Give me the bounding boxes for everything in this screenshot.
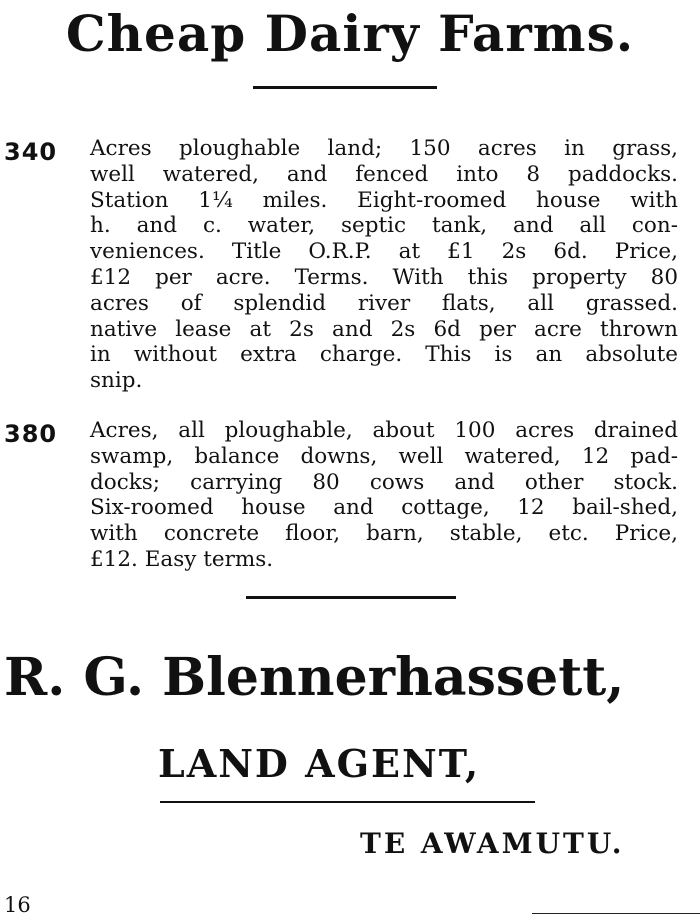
description-line: Six-roomed house and cottage, 12 bail-shed, xyxy=(90,495,678,521)
footer-rule xyxy=(532,913,700,914)
listing-description xyxy=(90,418,678,573)
description-line: in without extra charge. This is an absolute xyxy=(90,342,678,368)
description-line: Station 1¼ miles. Eight-roomed house with xyxy=(90,187,678,213)
listing-number: 340 xyxy=(4,138,58,166)
agent-town: TE AWAMUTU. xyxy=(360,827,625,860)
description-line: acres of splendid river flats, all grassed. xyxy=(90,290,678,316)
agent-name: R. G. Blennerhassett, xyxy=(4,647,625,708)
agent-title: LAND AGENT, xyxy=(158,741,481,786)
section-divider xyxy=(246,596,456,599)
description-line: Acres, all ploughable, about 100 acres drained xyxy=(90,418,678,443)
page-number: 16 xyxy=(4,893,31,917)
agent-title-underline xyxy=(160,801,535,803)
description-line: Acres ploughable land; 150 acres in grass, xyxy=(90,136,678,161)
description-line: veniences. Title O.R.P. at £1 2s 6d. Price, xyxy=(90,239,678,265)
description-line: snip. xyxy=(90,368,143,394)
description-line: h. and c. water, septic tank, and all con- xyxy=(90,213,678,239)
heading-divider xyxy=(253,86,437,89)
description-line: swamp, balance downs, well watered, 12 pad- xyxy=(90,443,678,469)
description-line: with concrete floor, barn, stable, etc. Price, xyxy=(90,521,678,547)
description-line: well watered, and fenced into 8 paddocks. xyxy=(90,161,678,187)
description-line: native lease at 2s and 2s 6d per acre thrown xyxy=(90,316,678,342)
description-line: docks; carrying 80 cows and other stock. xyxy=(90,469,678,495)
description-line: £12 per acre. Terms. With this property 80 xyxy=(90,264,678,290)
listing-number: 380 xyxy=(4,420,58,448)
description-line: £12. Easy terms. xyxy=(90,546,274,572)
listing-description xyxy=(90,136,678,394)
page-heading: Cheap Dairy Farms. xyxy=(65,4,635,63)
